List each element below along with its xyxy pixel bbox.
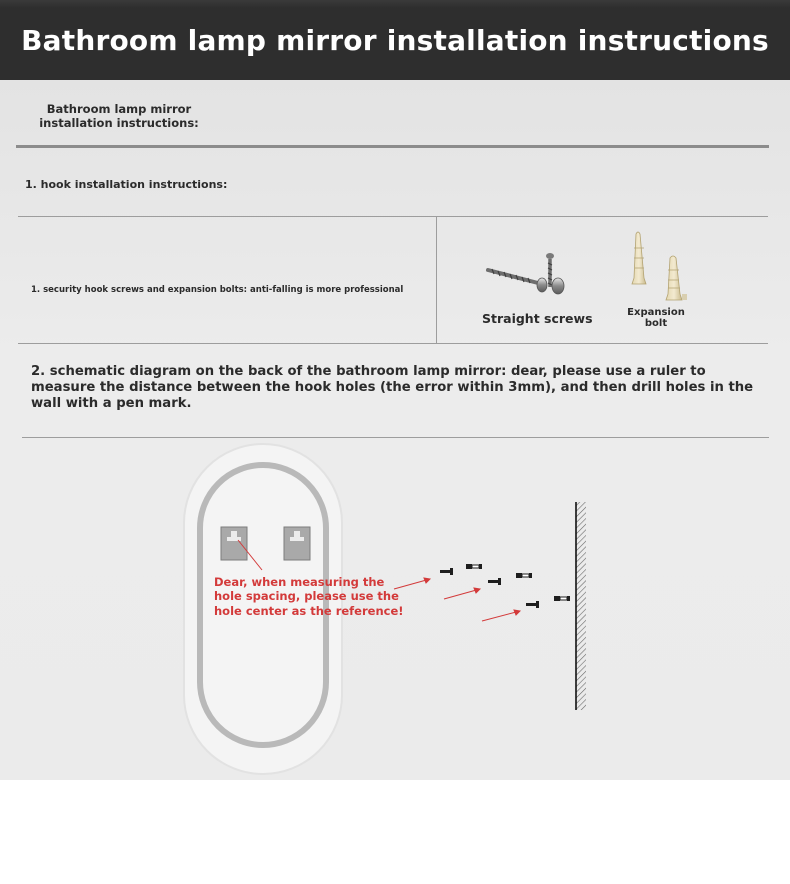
callout-pointer: [236, 538, 276, 578]
screw-icon: [480, 245, 580, 300]
page-header: [0, 0, 790, 80]
hole-spacing-callout: Dear, when measuring the hole spacing, please use the hole center as the reference!: [214, 575, 404, 618]
screw-icon: [436, 556, 576, 616]
hook-icon: [283, 526, 313, 562]
expansion-bolt-icon: [626, 228, 696, 308]
section1-note: 1. security hook screws and expansion bolts: anti-falling is more professional: [31, 285, 404, 295]
section1-heading: 1. hook installation instructions:: [25, 178, 228, 191]
page-title: Bathroom lamp mirror installation instructions: [21, 23, 769, 57]
wall-diagram: [570, 500, 590, 712]
expansion-bolt-label: Expansion bolt: [627, 307, 685, 329]
divider: [18, 343, 768, 344]
divider: [16, 145, 769, 148]
divider: [436, 217, 437, 343]
divider: [18, 216, 768, 217]
divider: [22, 437, 769, 438]
section2-heading: 2. schematic diagram on the back of the bathroom lamp mirror: dear, please use a ruler to measure the distance between the hook holes (the error within 3mm), and then drill holes in the wall with a pen mark.: [31, 364, 754, 412]
screw-label: Straight screws: [482, 311, 593, 326]
subtitle: Bathroom lamp mirror installation instructions:: [39, 102, 199, 130]
